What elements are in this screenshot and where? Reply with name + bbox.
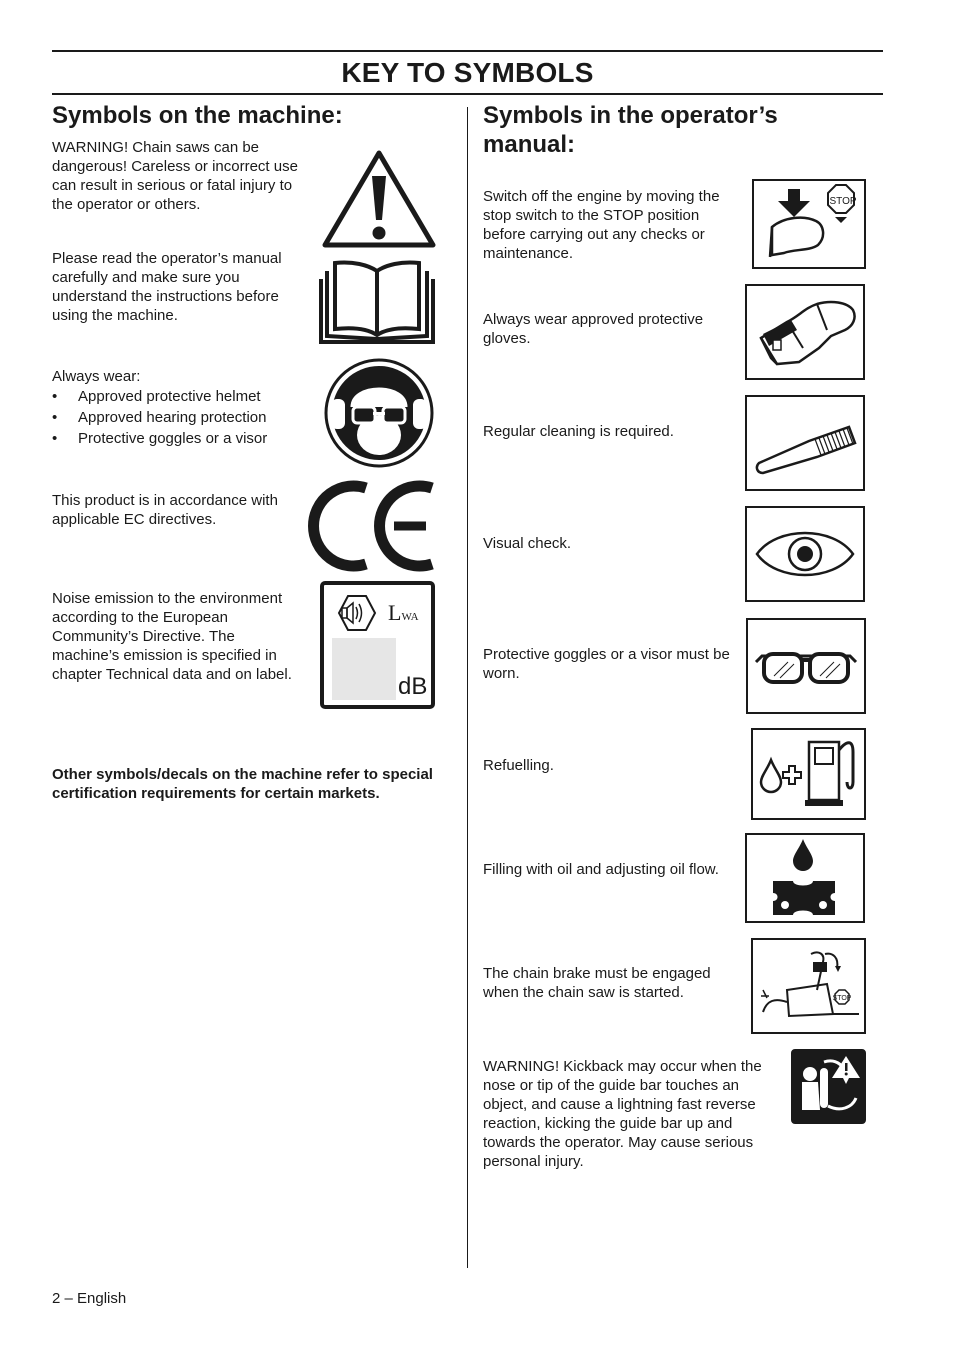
top-rule (52, 50, 883, 52)
manual-symbol-text: Always wear approved protective gloves. (483, 311, 704, 347)
ce-mark-icon (312, 483, 436, 569)
manual-text: Please read the operator’s manual carefully and make sure you understand the instructions before using the machine. (52, 250, 282, 324)
title-underline (52, 93, 883, 95)
db-label: dB (398, 673, 428, 700)
brush-icon (745, 395, 865, 491)
page-footer: 2 – English (52, 1290, 127, 1307)
manual-symbol-text: The chain brake must be engaged when the chain saw is started. (483, 965, 711, 1001)
lwa-subscript: WA (401, 611, 419, 623)
manual-symbol-text: WARNING! Kickback may occur when the nose or tip of the guide bar touches an object, and cause a lightning fast reverse reaction, kicking the guide bar up and towards the operator. May cause serious personal injury. (483, 1058, 762, 1170)
wear-item (52, 407, 302, 428)
wear-item-label: Approved hearing protection (78, 409, 267, 426)
wear-item (52, 386, 302, 407)
lwa-label (388, 602, 419, 628)
chain-brake-icon (751, 938, 866, 1034)
helmet-ear-eye-protection-icon (323, 357, 435, 469)
column-divider (467, 107, 468, 1268)
stop-label: STOP (829, 196, 857, 207)
other-symbols-note: Other symbols/decals on the machine refer to special certification requirements for certain markets. (52, 766, 433, 802)
always-wear-label: Always wear: (52, 368, 141, 385)
kickback-icon (791, 1049, 866, 1124)
warning-text: WARNING! Chain saws can be dangerous! Careless or incorrect use can result in serious or fatal injury to the operator or others. (52, 139, 298, 213)
wear-item-label: Approved protective helmet (78, 388, 261, 405)
eye-icon (745, 506, 865, 602)
open-book-icon (318, 259, 436, 345)
page-title: KEY TO SYMBOLS (341, 57, 594, 88)
warning-triangle-icon (322, 150, 436, 248)
stop-label: STOP (832, 995, 852, 1002)
goggles-icon (746, 618, 866, 714)
noise-text: Noise emission to the environment according to the European Community’s Directive. The machine’s emission is specified in chapter Technical data and on label. (52, 590, 292, 683)
bullet-dot: • (52, 409, 58, 426)
manual-symbol-text: Switch off the engine by moving the stop switch to the STOP position before carrying out any checks or maintenance. (483, 188, 720, 262)
noise-label-icon (320, 581, 435, 709)
right-heading: Symbols in the operator’s manual: (483, 102, 778, 158)
glove-icon (745, 284, 865, 380)
manual-symbol-text: Filling with oil and adjusting oil flow. (483, 861, 719, 878)
lwa-letter: L (388, 600, 402, 625)
wear-item-label: Protective goggles or a visor (78, 430, 268, 447)
manual-symbol-text: Refuelling. (483, 757, 554, 774)
bullet-dot: • (52, 388, 58, 405)
ec-text: This product is in accordance with applicable EC directives. (52, 492, 278, 528)
left-heading: Symbols on the machine: (52, 102, 343, 129)
bullet-dot: • (52, 430, 58, 447)
oil-drop-icon (745, 833, 865, 923)
stop-switch-icon (752, 179, 866, 269)
manual-symbol-text: Protective goggles or a visor must be worn. (483, 646, 730, 682)
value-field (332, 638, 396, 700)
speaker-icon (334, 593, 376, 633)
fuel-pump-icon (751, 728, 866, 820)
manual-symbol-text: Regular cleaning is required. (483, 423, 674, 440)
manual-symbol-text: Visual check. (483, 535, 572, 552)
wear-item (52, 428, 302, 449)
